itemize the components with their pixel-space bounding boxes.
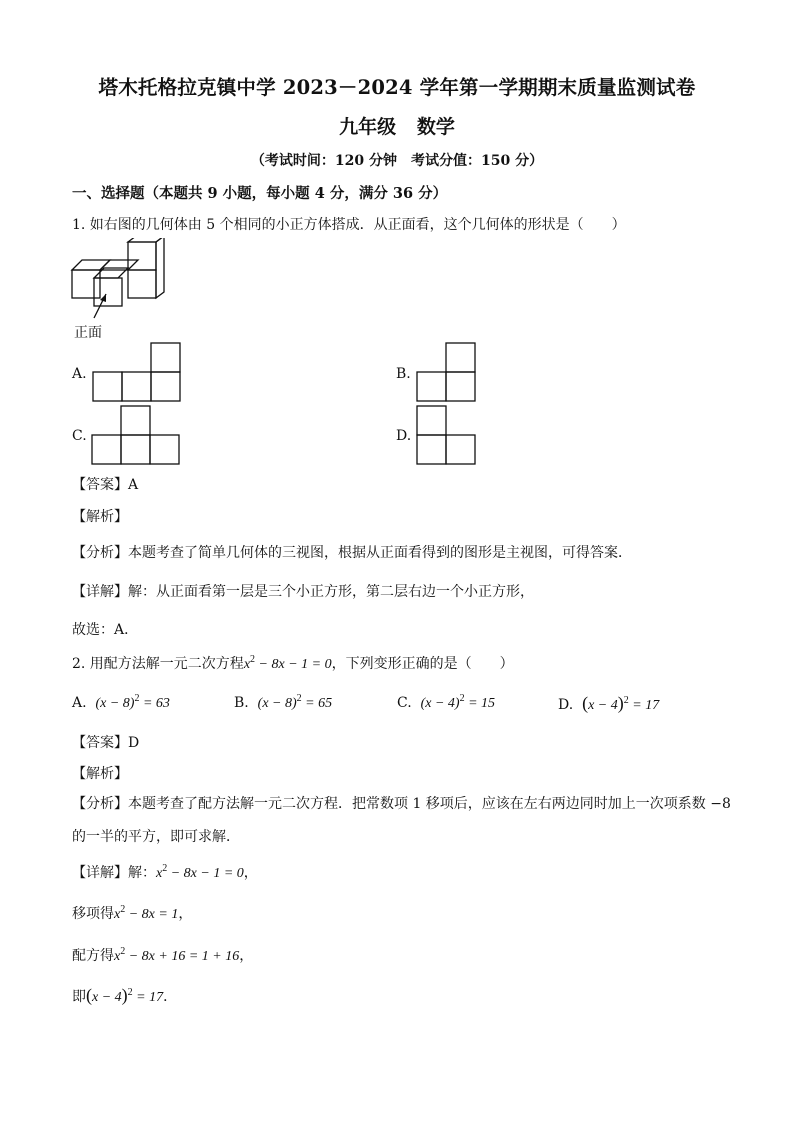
q1-option-a-label: A. [72, 366, 87, 382]
q2-stem: 2. 用配方法解一元二次方程$x^2 - 8x - 1 = 0$，下列变形正确的是（ ） [72, 654, 514, 672]
cube-front-protrude [94, 278, 122, 306]
q1-fenxi: 【分析】本题考查了简单几何体的三视图，根据从正面看得到的图形是主视图，可得答案． [72, 545, 632, 561]
q2-option-a: A. $(x - 8)^2 = 63$ [72, 693, 170, 711]
q1-stem: 1. 如右图的几何体由 5 个相同的小正方体搭成．从正面看，这个几何体的形状是（ ） [72, 217, 626, 233]
q1-option-d-figure [416, 405, 478, 467]
grade-subject [0, 112, 794, 139]
q2-fenxi-cont: 的一半的平方，即可求解． [72, 829, 240, 845]
q2-step-complete: 配方得$x^2 - 8x + 16 = 1 + 16$， [72, 946, 254, 964]
q1-option-d-label: D. [396, 428, 412, 444]
q1-option-a-figure [92, 342, 182, 404]
q1-detail: 【详解】解：从正面看第一层是三个小正方形，第二层右边一个小正方形， [72, 584, 534, 600]
subject-label: 数学 [416, 116, 455, 138]
q1-option-b-figure [416, 342, 478, 404]
q2-option-b: B. $(x - 8)^2 = 65$ [234, 693, 333, 711]
q2-analysis-tag: 【解析】 [72, 766, 128, 782]
front-label: 正面 [74, 325, 102, 341]
q1-option-c-figure [91, 405, 181, 467]
q2-option-d: D. $(x - 4)^2 = 17$ [558, 693, 660, 713]
section-heading: 一、选择题（本题共 9 小题，每小题 4 分，满分 36 分） [72, 185, 448, 202]
q1-choice: 故选：A． [72, 622, 139, 638]
q1-option-c-label: C. [72, 428, 87, 444]
q2-step-result: 即$(x - 4)^2 = 17$． [72, 985, 178, 1005]
q2-step-move: 移项得$x^2 - 8x = 1$， [72, 904, 193, 922]
grade-label: 九年级 [339, 116, 397, 138]
q2-equation: $x^2 - 8x - 1 = 0$ [243, 654, 332, 672]
q2-answer: 【答案】D [72, 735, 140, 751]
cube-stack-side [156, 238, 164, 298]
arrow-head [100, 294, 106, 302]
q2-option-c: C. $(x - 4)^2 = 15$ [397, 693, 496, 711]
exam-title: 塔木托格拉克镇中学 2023－2024 学年第一学期期末质量监测试卷 [98, 76, 696, 99]
q2-detail: 【详解】解：$x^2 - 8x - 1 = 0$， [72, 863, 258, 881]
cube-front-1 [72, 270, 100, 298]
q1-answer: 【答案】A [72, 477, 139, 493]
exam-info: （考试时间：120 分钟 考试分值：150 分） [250, 153, 544, 169]
q1-analysis-tag: 【解析】 [72, 509, 128, 525]
q2-fenxi: 【分析】本题考查了配方法解一元二次方程．把常数项 1 移项后，应该在左右两边同时加上一次项系数 −8 [72, 796, 731, 812]
cube-front-3 [128, 270, 156, 298]
q1-solid-figure [66, 238, 172, 328]
q1-option-b-label: B. [396, 366, 411, 382]
